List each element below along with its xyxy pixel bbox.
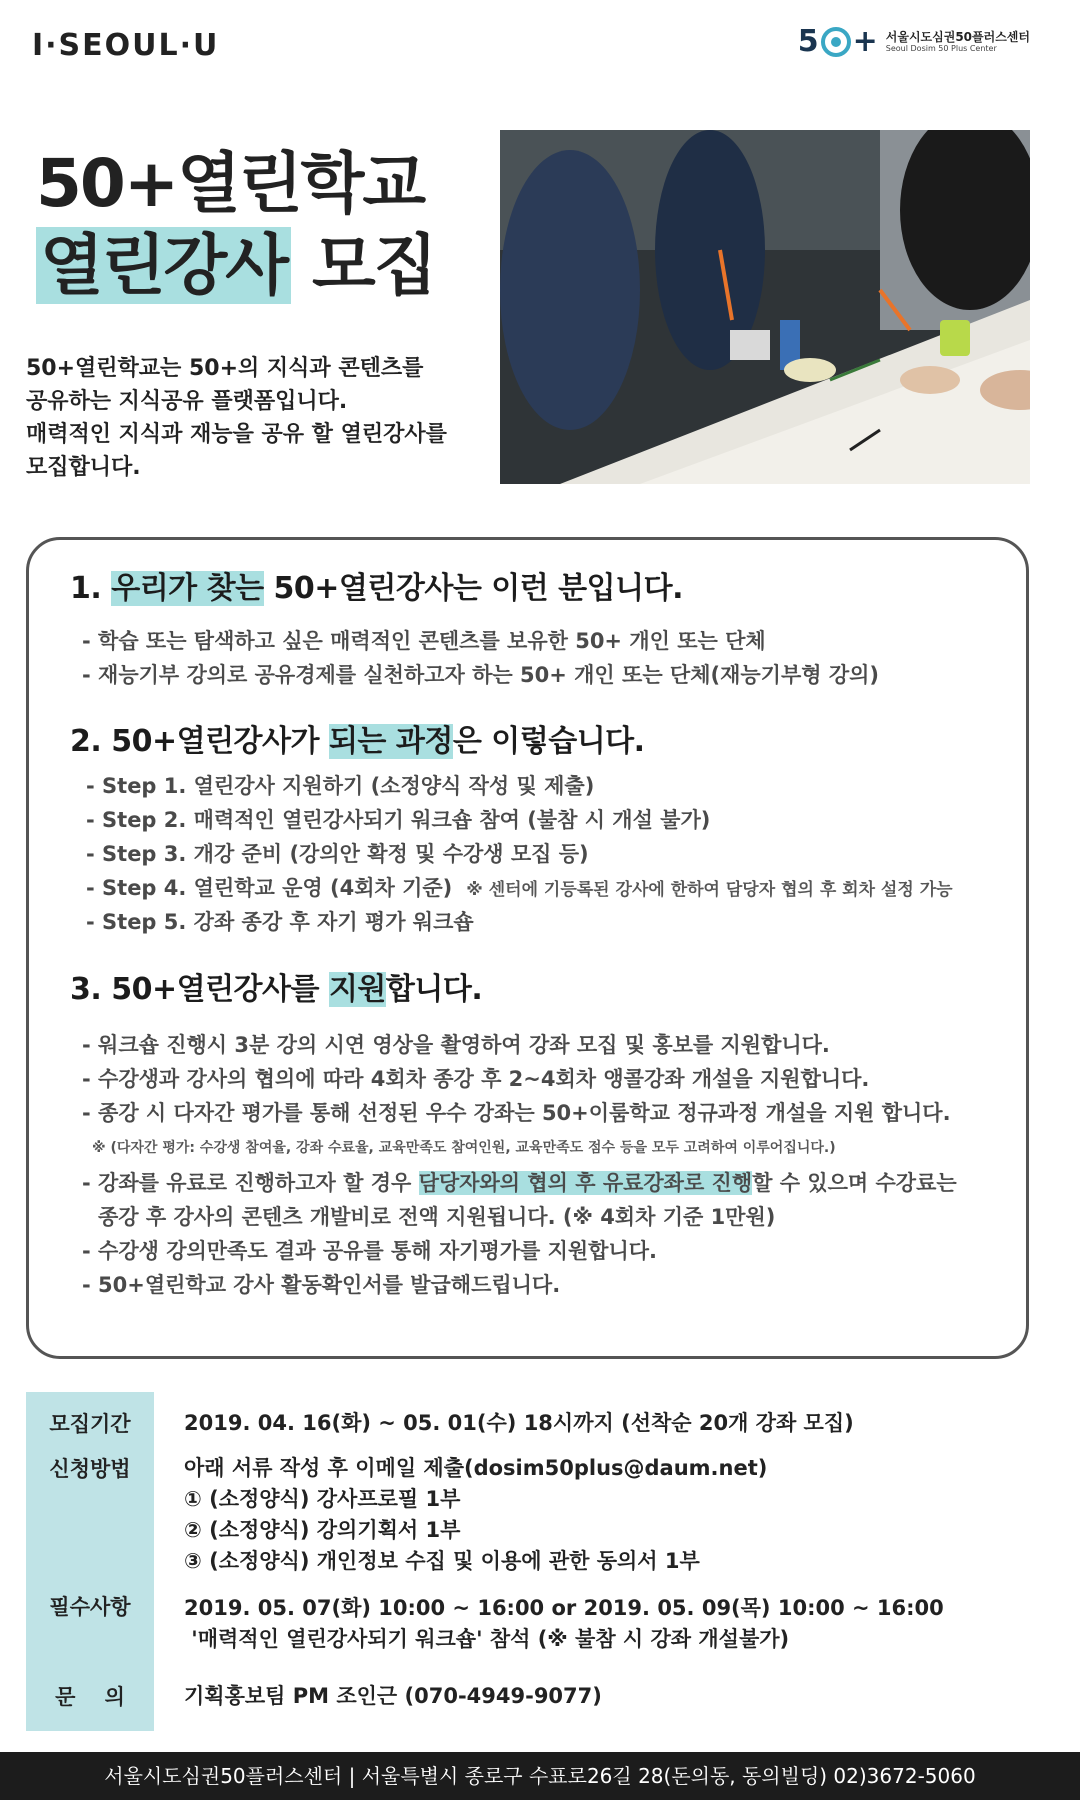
method-label: 신청방법 bbox=[26, 1445, 154, 1585]
seoul-logo: I·SEOUL·U bbox=[32, 28, 220, 63]
list-item: - 강좌를 유료로 진행하고자 할 경우 담당자와의 협의 후 유료강좌로 진행할 수 있으며 수강료는 bbox=[82, 1171, 957, 1195]
step-item: - Step 3. 개강 준비 (강의안 확정 및 수강생 모집 등) bbox=[86, 842, 589, 866]
required-label: 필수사항 bbox=[26, 1585, 154, 1665]
intro-line: 50+열린학교는 50+의 지식과 콘텐츠를 bbox=[26, 356, 424, 381]
step-item: - Step 4. 열린학교 운영 (4회차 기준) ※ 센터에 기등록된 강사에 한하여 담당자 협의 후 회차 설정 가능 bbox=[86, 876, 953, 900]
section3-highlight: 지원 bbox=[328, 972, 386, 1007]
info-row-period bbox=[26, 1392, 1030, 1445]
section2-steps bbox=[86, 769, 986, 939]
method-value: ③ (소정양식) 개인정보 수집 및 이용에 관한 동의서 1부 bbox=[184, 1549, 700, 1573]
evaluation-note: ※ (다자간 평가: 수강생 참여율, 강좌 수료율, 교육만족도 참여인원, 교육만족도 점수 등을 모두 고려하여 이루어집니다.) bbox=[92, 1140, 836, 1156]
list-item: - 워크숍 진행시 3분 강의 시연 영상을 촬영하여 강좌 모집 및 홍보를 지원합니다. bbox=[82, 1033, 830, 1057]
step-item: - Step 2. 매력적인 열린강사되기 워크숍 참여 (불참 시 개설 불가) bbox=[86, 808, 711, 832]
info-row-method bbox=[26, 1445, 1030, 1585]
center-name-en: Seoul Dosim 50 Plus Center bbox=[885, 43, 997, 53]
intro-line: 공유하는 지식공유 플랫폼입니다. bbox=[26, 389, 348, 414]
method-value: 아래 서류 작성 후 이메일 제출(dosim50plus@daum.net) bbox=[184, 1456, 768, 1480]
step4-note: ※ 센터에 기등록된 강사에 한하여 담당자 협의 후 회차 설정 가능 bbox=[466, 880, 953, 900]
title-highlight: 열린강사 bbox=[36, 227, 291, 304]
list-item: - 재능기부 강의로 공유경제를 실천하고자 하는 50+ 개인 또는 단체(재능기부형 강의) bbox=[82, 663, 879, 687]
footer-address: 서울시도심권50플러스센터 | 서울특별시 종로구 수표로26길 28(돈의동, 동의빌딩) 02)3672-5060 bbox=[0, 1752, 1080, 1800]
list-item: - 50+열린학교 강사 활동확인서를 발급해드립니다. bbox=[82, 1273, 561, 1297]
contact-value: 기획홍보팀 PM 조인근 (070-4949-9077) bbox=[184, 1684, 602, 1708]
page-title-line2: 열린강사 모집 bbox=[36, 212, 436, 307]
list-item: - 수강생 강의만족도 결과 공유를 통해 자기평가를 지원합니다. bbox=[82, 1239, 658, 1263]
required-value: '매력적인 열린강사되기 워크숍' 참석 (※ 불참 시 강좌 개설불가) bbox=[184, 1627, 790, 1651]
section3-list bbox=[82, 1028, 982, 1302]
section1-title: 1. 우리가 찾는 50+열린강사는 이런 분입니다. bbox=[70, 571, 683, 606]
list-item: - 학습 또는 탐색하고 싶은 매력적인 콘텐츠를 보유한 50+ 개인 또는 단체 bbox=[82, 629, 766, 653]
list-item: - 종강 시 다자간 평가를 통해 선정된 우수 강좌는 50+이룸학교 정규과정 개설을 지원 합니다. bbox=[82, 1101, 951, 1125]
section2-highlight: 되는 과정 bbox=[328, 724, 453, 759]
workshop-photo bbox=[500, 130, 1030, 484]
fifty-plus-logo-mark: 5 + bbox=[797, 24, 878, 59]
list-item: - 수강생과 강사의 협의에 따라 4회차 종강 후 2~4회차 앵콜강좌 개설을 지원합니다. bbox=[82, 1067, 870, 1091]
method-value: ① (소정양식) 강사프로필 1부 bbox=[184, 1487, 461, 1511]
ring-icon bbox=[821, 27, 851, 57]
section1-highlight: 우리가 찾는 bbox=[111, 571, 264, 606]
period-value: 2019. 04. 16(화) ~ 05. 01(수) 18시까지 (선착순 20개 강좌 모집) bbox=[184, 1411, 854, 1435]
list-item-continued: 종강 후 강사의 콘텐츠 개발비로 전액 지원됩니다. (※ 4회차 기준 1만원) bbox=[98, 1205, 776, 1229]
required-value: 2019. 05. 07(화) 10:00 ~ 16:00 or 2019. 05. 09(목) 10:00 ~ 16:00 bbox=[184, 1596, 944, 1620]
step-item: - Step 5. 강좌 종강 후 자기 평가 워크숍 bbox=[86, 910, 474, 934]
info-row-contact bbox=[26, 1665, 1030, 1731]
center-name-ko: 서울시도심권50플러스센터 bbox=[885, 29, 1030, 44]
method-value: ② (소정양식) 강의기획서 1부 bbox=[184, 1518, 461, 1542]
contact-label: 문 의 bbox=[26, 1665, 154, 1731]
section1-list bbox=[82, 624, 982, 692]
period-label: 모집기간 bbox=[26, 1392, 154, 1445]
step-item: - Step 1. 열린강사 지원하기 (소정양식 작성 및 제출) bbox=[86, 774, 595, 798]
intro-text bbox=[26, 352, 486, 484]
page-title-line1: 50+열린학교 bbox=[36, 145, 425, 222]
section2-title: 2. 50+열린강사가 되는 과정은 이렇습니다. bbox=[70, 724, 645, 759]
info-row-required bbox=[26, 1585, 1030, 1665]
center-logo bbox=[798, 24, 1030, 59]
intro-line: 매력적인 지식과 재능을 공유 할 열린강사를 bbox=[26, 422, 447, 447]
info-table bbox=[26, 1392, 1030, 1731]
intro-line: 모집합니다. bbox=[26, 455, 141, 480]
section3-title: 3. 50+열린강사를 지원합니다. bbox=[70, 972, 483, 1007]
paid-highlight: 담당자와의 협의 후 유료강좌로 진행 bbox=[418, 1171, 753, 1195]
